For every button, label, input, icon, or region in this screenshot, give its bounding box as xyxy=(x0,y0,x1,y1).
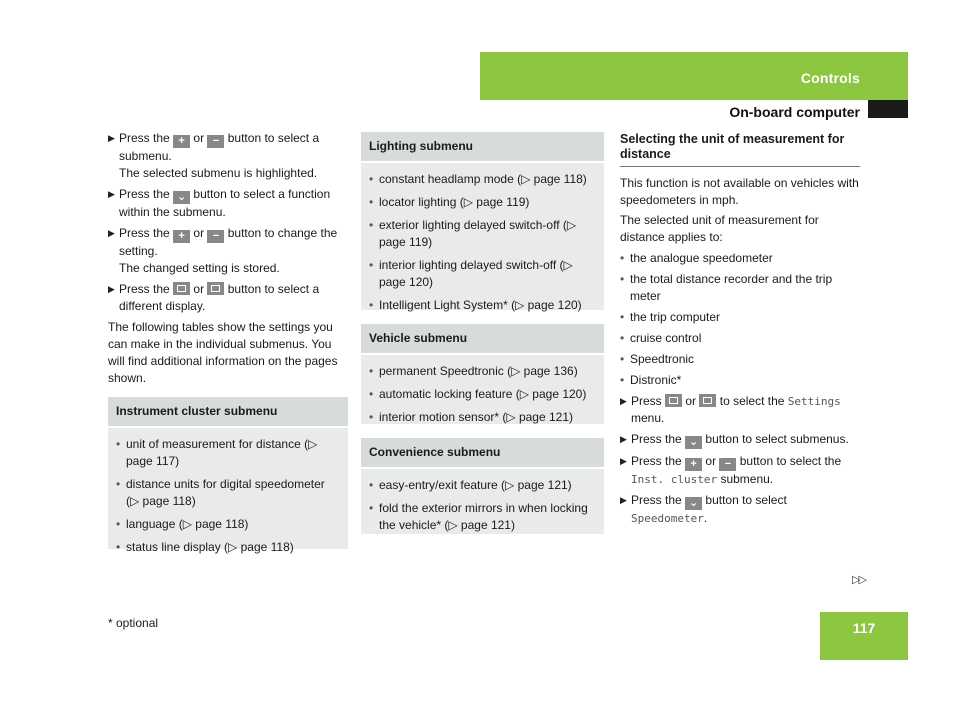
display-back-key-icon xyxy=(665,394,682,407)
table-title: Lighting submenu xyxy=(361,132,604,163)
display-text: Speedometer xyxy=(631,512,704,525)
step-speedometer: ▶ Press the ⌄ button to select Speedometer. xyxy=(620,493,787,525)
display-back-key-icon xyxy=(173,282,190,295)
chevron-down-key-icon: ⌄ xyxy=(685,436,702,449)
list-item: • easy-entry/exit feature (▷ page 121) xyxy=(369,478,572,492)
list-item: • interior motion sensor* (▷ page 121) xyxy=(369,410,573,424)
table-title: Vehicle submenu xyxy=(361,324,604,355)
page-number: 117 xyxy=(852,620,876,636)
display-text: Settings xyxy=(787,395,841,408)
header-bar xyxy=(480,52,908,100)
list-item: • automatic locking feature (▷ page 120) xyxy=(369,387,587,401)
step-select-submenu: ▶ Press the + or − button to select a submenu. The selected submenu is highlighted. xyxy=(108,131,320,180)
step-select-display: ▶ Press the or button to select a different display. xyxy=(108,282,320,313)
display-forward-key-icon xyxy=(207,282,224,295)
column-unit-of-measurement: Selecting the unit of measurement for distance This function is not available on vehicles with speedometers in mph. The selected unit of measurement for distance applies to: • the analogue speedometer • the total distance recorder and the trip meter • the trip computer • cruise control • Speedtronic • Distronic* ▶ Press or to select the Settings menu. ▶ Press the ⌄ button to select submenus. ▶ Press the + or − button to select the Inst. cluster submenu. ▶ Press the ⌄ button to select Speedometer. xyxy=(620,132,859,525)
minus-key-icon: − xyxy=(719,458,736,471)
list-item: • Distronic* xyxy=(620,373,682,387)
convenience-table xyxy=(361,438,604,534)
list-item: • unit of measurement for distance (▷ page 117) xyxy=(116,437,318,468)
table-title: Convenience submenu xyxy=(361,438,604,469)
list-item: • status line display (▷ page 118) xyxy=(116,540,294,554)
step-change-setting: ▶ Press the + or − button to change the setting. The changed setting is stored. xyxy=(108,226,338,275)
step-arrow-icon: ▶ xyxy=(620,495,627,505)
plus-key-icon: + xyxy=(173,135,190,148)
step-arrow-icon: ▶ xyxy=(620,456,627,466)
section-title: Controls xyxy=(800,70,860,86)
list-item: • locator lighting (▷ page 119) xyxy=(369,195,530,209)
list-item: • language (▷ page 118) xyxy=(116,517,249,531)
step-arrow-icon: ▶ xyxy=(108,284,115,294)
step-select-submenus: ▶ Press the ⌄ button to select submenus. xyxy=(620,432,849,448)
step-settings-menu: ▶ Press or to select the Settings menu. xyxy=(620,394,841,425)
list-item: • permanent Speedtronic (▷ page 136) xyxy=(369,364,578,378)
list-item: • exterior lighting delayed switch-off (▷ page 119) xyxy=(369,218,577,249)
step-inst-cluster: ▶ Press the + or − button to select the Inst. cluster submenu. xyxy=(620,454,842,486)
instrument-cluster-table xyxy=(108,397,348,554)
chevron-down-key-icon: ⌄ xyxy=(685,497,702,510)
intro-paragraph: The following tables show the settings you can make in the individual submenus. You will find additional information on the pages shown. xyxy=(108,320,338,385)
section-heading: Selecting the unit of measurement for distance xyxy=(620,132,860,167)
plus-key-icon: + xyxy=(685,458,702,471)
list-item: • Intelligent Light System* (▷ page 120) xyxy=(369,298,582,312)
list-item: • fold the exterior mirrors in when locking the vehicle* (▷ page 121) xyxy=(369,501,588,532)
continued-marker: ▷▷ xyxy=(852,574,865,586)
table-title: Instrument cluster submenu xyxy=(108,397,348,428)
vehicle-table xyxy=(361,324,604,424)
display-forward-key-icon xyxy=(699,394,716,407)
list-item: • cruise control xyxy=(620,331,702,345)
plus-key-icon: + xyxy=(173,230,190,243)
step-arrow-icon: ▶ xyxy=(620,396,627,406)
list-item: • the total distance recorder and the trip meter xyxy=(620,272,833,303)
list-item: • the trip computer xyxy=(620,310,721,324)
chevron-down-key-icon: ⌄ xyxy=(173,191,190,204)
list-item: • interior lighting delayed switch-off (▷ page 120) xyxy=(369,258,573,289)
list-item: • constant headlamp mode (▷ page 118) xyxy=(369,172,587,186)
step-select-function: ▶ Press the ⌄ button to select a function within the submenu. xyxy=(108,187,331,219)
minus-key-icon: − xyxy=(207,230,224,243)
list-item: • distance units for digital speedometer (▷ page 118) xyxy=(116,477,325,508)
minus-key-icon: − xyxy=(207,135,224,148)
step-arrow-icon: ▶ xyxy=(108,228,115,238)
step-arrow-icon: ▶ xyxy=(108,189,115,199)
step-arrow-icon: ▶ xyxy=(108,133,115,143)
column-instructions xyxy=(108,130,348,554)
display-text: Inst. cluster xyxy=(631,473,718,486)
step-arrow-icon: ▶ xyxy=(620,434,627,444)
list-item: • Speedtronic xyxy=(620,352,695,366)
thumb-tab xyxy=(868,100,908,118)
column-tables xyxy=(361,132,604,534)
list-item: • the analogue speedometer xyxy=(620,251,773,265)
lighting-table xyxy=(361,132,604,310)
subsection-title: On-board computer xyxy=(729,104,860,120)
footnote: * optional xyxy=(108,616,159,630)
